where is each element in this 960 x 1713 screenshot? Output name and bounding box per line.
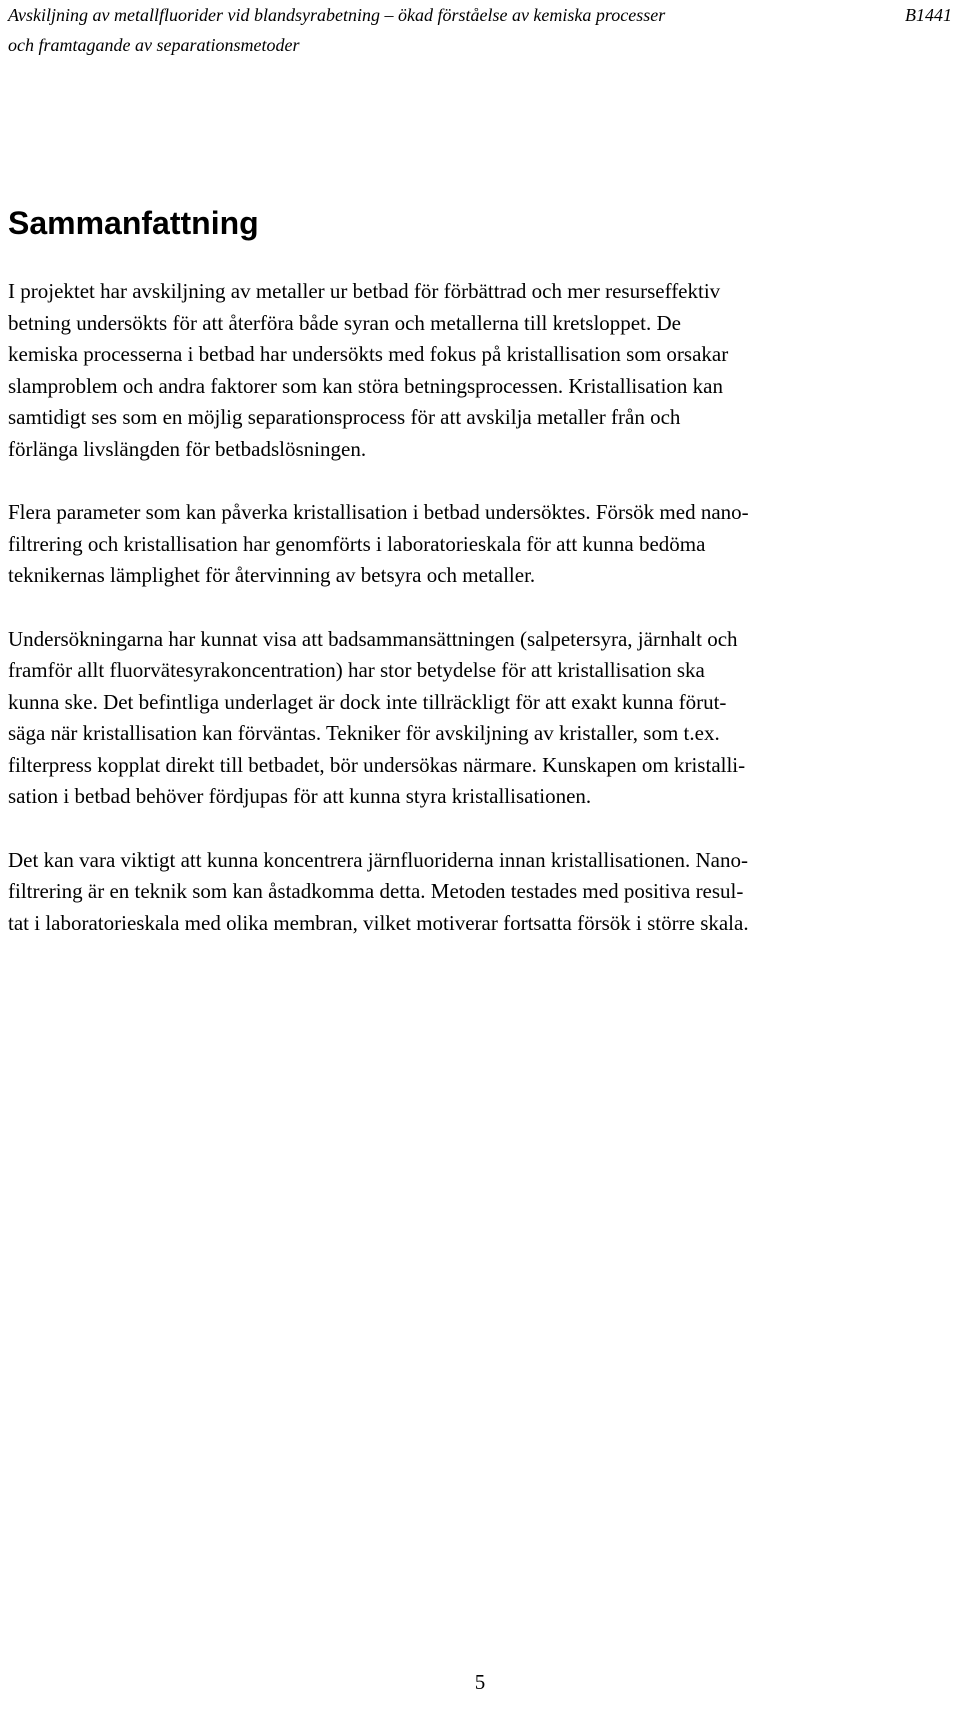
header-title-line2: och framtagande av separationsmetoder (8, 35, 300, 55)
summary-paragraph (8, 497, 952, 592)
paragraph-line: tat i laboratorieskala med olika membran, vilket motiverar fortsatta försök i större skala. (8, 910, 749, 935)
summary-paragraph (8, 845, 952, 940)
paragraph-line: teknikernas lämplighet för återvinning av betsyra och metaller. (8, 563, 536, 587)
paragraph-line: filtrering och kristallisation har genomförts i laboratorieskala för att kunna bedöma (8, 531, 706, 556)
paragraph-line: kemiska processerna i betbad har undersökts med fokus på kristallisation som orsakar (8, 342, 729, 366)
page-header (8, 0, 952, 60)
paragraph-line: förlänga livslängden för betbadslösningen. (8, 436, 367, 461)
header-title-line1: Avskiljning av metallfluorider vid blandsyrabetning – ökad förståelse av kemiska processer (8, 5, 666, 25)
paragraph-line: slamproblem och andra faktorer som kan störa betningsprocessen. Kristallisation kan (8, 373, 723, 398)
paragraph-line: I projektet har avskiljning av metaller ur betbad för förbättrad och mer resurseffektiv (8, 279, 721, 303)
section-heading: Sammanfattning (8, 205, 259, 241)
paragraph-line: framför allt fluorvätesyrakoncentration) har stor betydelse för att kristallisation ska (8, 658, 705, 682)
paragraph-line: Undersökningarna har kunnat visa att badsammansättningen (salpetersyra, järnhalt och (8, 626, 738, 651)
page-number: 5 (474, 1670, 486, 1694)
summary-paragraph (8, 624, 952, 813)
paragraph-line: samtidigt ses som en möjlig separationsprocess för att avskilja metaller från och (8, 405, 681, 429)
paragraph-line: filterpress kopplat direkt till betbadet, bör undersökas närmare. Kunskapen om kristalli- (8, 752, 746, 777)
paragraph-line: betning undersökts för att återföra både syran och metallerna till kretsloppet. De (8, 310, 681, 335)
paragraph-line: säga när kristallisation kan förväntas. Tekniker för avskiljning av kristaller, som t.ex. (8, 721, 720, 745)
header-first-line (8, 0, 952, 30)
report-id: B1441 (905, 5, 952, 25)
paragraph-line: filtrering är en teknik som kan åstadkomma detta. Metoden testades med positiva resul- (8, 879, 744, 903)
paragraph-line: kunna ske. Det befintliga underlaget är dock inte tillräckligt för att exakt kunna förut- (8, 689, 727, 714)
summary-body (8, 276, 952, 971)
paragraph-line: sation i betbad behöver fördjupas för att kunna styra kristallisationen. (8, 784, 592, 808)
paragraph-line: Flera parameter som kan påverka kristallisation i betbad undersöktes. Försök med nano- (8, 500, 749, 524)
summary-paragraph (8, 276, 952, 465)
paragraph-line: Det kan vara viktigt att kunna koncentrera järnfluoriderna innan kristallisationen. Nano- (8, 847, 748, 872)
